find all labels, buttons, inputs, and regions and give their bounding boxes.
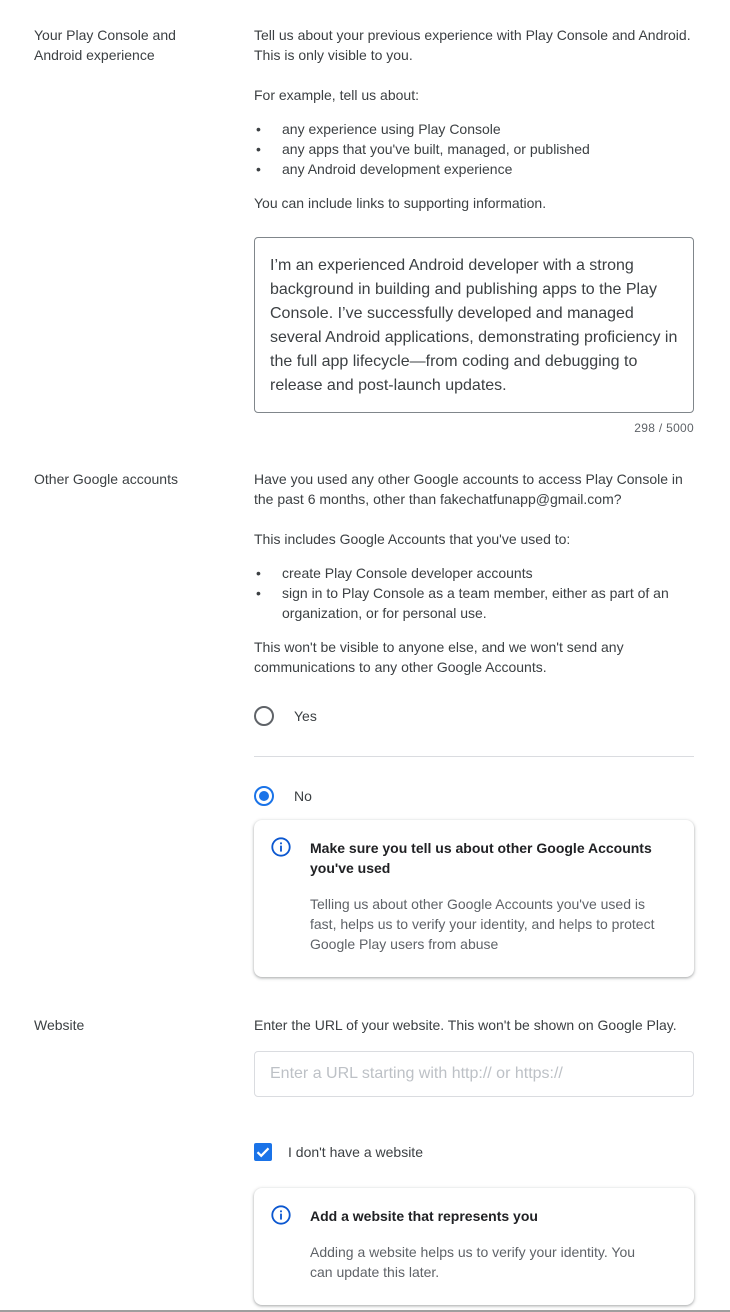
radio-yes[interactable] [254, 706, 274, 726]
character-counter: 298 / 5000 [634, 421, 694, 435]
website-url-input[interactable] [254, 1051, 694, 1097]
experience-intro: Tell us about your previous experience with Play Console and Android. This is only visible to you. [254, 27, 691, 63]
info-icon [270, 1204, 292, 1226]
other-accounts-info-card [254, 820, 694, 977]
list-item: • sign in to Play Console as a team member, either as part of an organization, or for personal use. [254, 583, 694, 623]
website-section-label: Website [34, 1017, 85, 1033]
radio-no[interactable] [254, 786, 274, 806]
info-icon [270, 836, 292, 858]
other-accounts-bullets [254, 563, 694, 623]
info-card-title: Add a website that represents you [310, 1208, 538, 1224]
experience-example-lead: For example, tell us about: [254, 87, 419, 103]
other-accounts-includes-lead: This includes Google Accounts that you've used to: [254, 531, 571, 547]
experience-description [254, 25, 694, 213]
no-website-checkbox[interactable] [254, 1143, 272, 1161]
no-website-label[interactable]: I don't have a website [288, 1144, 423, 1160]
list-item: • any Android development experience [254, 159, 694, 179]
list-item: • any experience using Play Console [254, 119, 694, 139]
experience-section-label: Your Play Console and Android experience [34, 27, 176, 63]
other-accounts-description [254, 469, 694, 677]
radio-no-label[interactable]: No [294, 788, 312, 804]
experience-bullets [254, 119, 694, 179]
info-card-body: Adding a website helps us to verify your identity. You can update this later. [310, 1244, 636, 1280]
list-item: • any apps that you've built, managed, or published [254, 139, 694, 159]
checkmark-icon [254, 1143, 272, 1161]
experience-textarea[interactable]: I’m an experienced Android developer with a strong background in building and publishing apps to the Play Console. I’ve successfully developed and managed several Android applications, demonstrating proficiency in the full app lifecycle—from coding and debugging to release and post-launch updates. [254, 237, 694, 413]
other-accounts-question: Have you used any other Google accounts to access Play Console in the past 6 months, other than fakechatfunapp@gmail.com? [254, 471, 683, 507]
experience-links-note: You can include links to supporting information. [254, 195, 547, 211]
website-instruction: Enter the URL of your website. This won't be shown on Google Play. [254, 1017, 677, 1033]
list-item: • create Play Console developer accounts [254, 563, 694, 583]
other-accounts-section-label: Other Google accounts [34, 471, 178, 487]
info-card-title: Make sure you tell us about other Google Accounts you've used [310, 840, 652, 876]
radio-yes-label[interactable]: Yes [294, 708, 317, 724]
website-info-card [254, 1188, 694, 1305]
divider [254, 756, 694, 757]
other-accounts-privacy-note: This won't be visible to anyone else, and we won't send any communications to any other Google Accounts. [254, 639, 624, 675]
info-card-body: Telling us about other Google Accounts you've used is fast, helps us to verify your identity, and helps to protect Google Play users from abuse [310, 896, 655, 952]
